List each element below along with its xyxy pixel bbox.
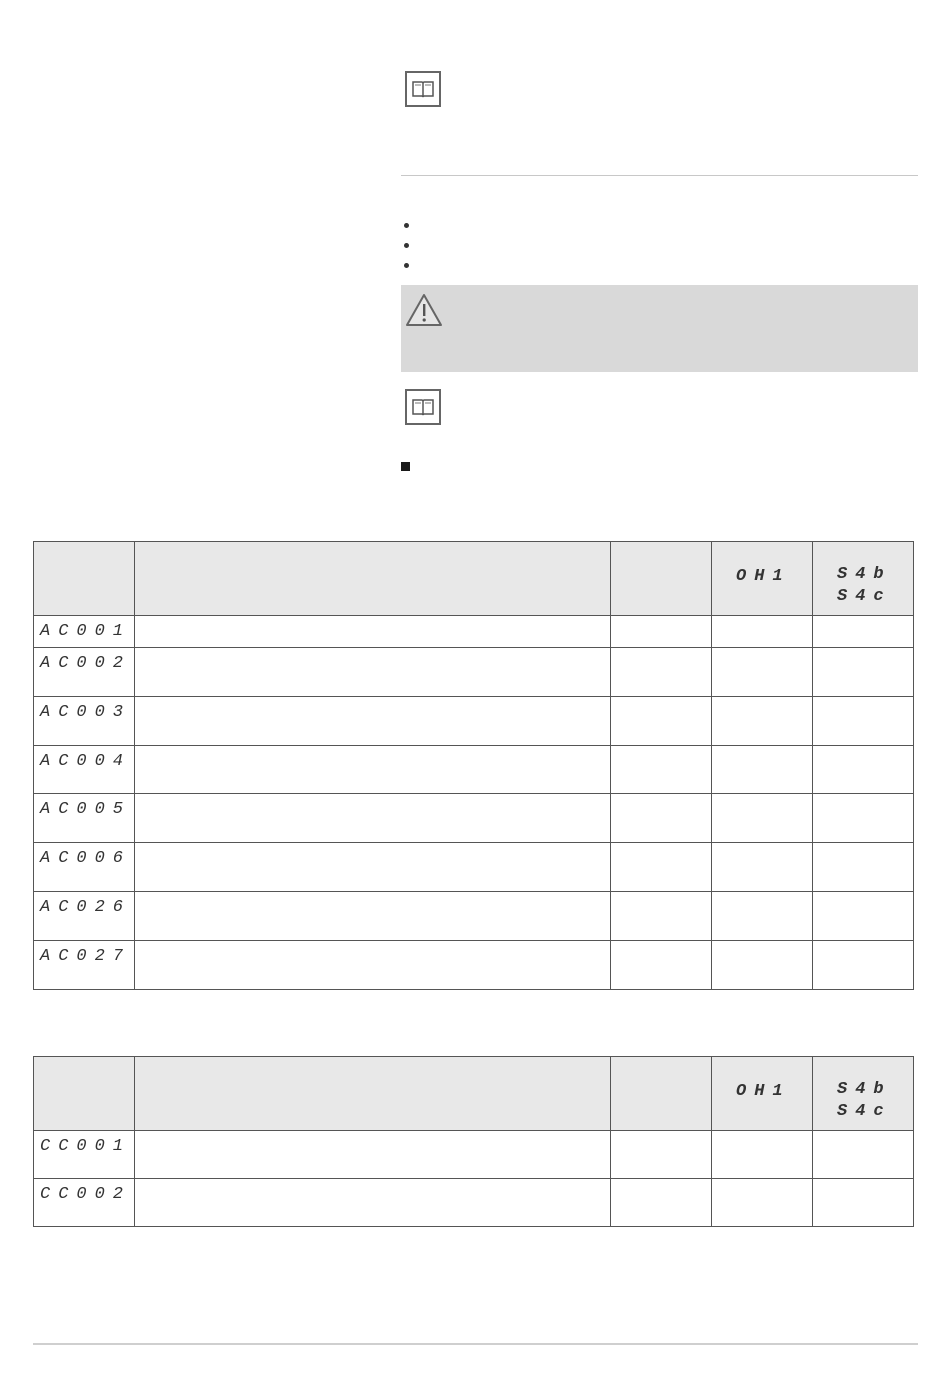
header-cell <box>813 1057 914 1131</box>
display-code-s4b: S4b <box>837 565 892 584</box>
book-icon <box>405 71 441 107</box>
error-code: AC026 <box>40 898 132 917</box>
table-row <box>34 746 914 794</box>
header-cell <box>34 1057 135 1131</box>
table-row <box>34 892 914 941</box>
error-code: CC001 <box>40 1137 132 1156</box>
code-table-cc <box>33 1056 914 1227</box>
error-code: AC005 <box>40 800 132 819</box>
display-code-oh1: OH1 <box>736 567 791 586</box>
error-code: AC006 <box>40 849 132 868</box>
header-cell <box>611 1057 712 1131</box>
table-header-row <box>34 542 914 616</box>
table-row <box>34 697 914 746</box>
table-header-row <box>34 1057 914 1131</box>
table-row <box>34 941 914 990</box>
display-code-oh1: OH1 <box>736 1082 791 1101</box>
display-code-s4c: S4c <box>837 587 892 606</box>
error-code: AC004 <box>40 752 132 771</box>
code-table-ac <box>33 541 914 990</box>
header-cell <box>611 542 712 616</box>
error-code: AC027 <box>40 947 132 966</box>
header-cell <box>135 1057 611 1131</box>
warning-box <box>401 285 918 372</box>
error-code: AC001 <box>40 622 132 641</box>
error-code: AC002 <box>40 654 132 673</box>
header-cell <box>34 542 135 616</box>
section-divider <box>401 175 918 176</box>
footer-divider <box>33 1343 918 1345</box>
header-cell <box>712 1057 813 1131</box>
table-row <box>34 1131 914 1179</box>
header-cell <box>135 542 611 616</box>
warning-triangle-icon <box>404 292 444 328</box>
error-code: CC002 <box>40 1185 132 1204</box>
display-code-s4b: S4b <box>837 1080 892 1099</box>
table-row <box>34 843 914 892</box>
header-cell <box>813 542 914 616</box>
table-row <box>34 1179 914 1227</box>
book-icon <box>405 389 441 425</box>
table-row <box>34 616 914 648</box>
table-row <box>34 794 914 843</box>
error-code: AC003 <box>40 703 132 722</box>
section-marker <box>401 462 410 471</box>
header-cell <box>712 542 813 616</box>
table-row <box>34 648 914 697</box>
display-code-s4c: S4c <box>837 1102 892 1121</box>
